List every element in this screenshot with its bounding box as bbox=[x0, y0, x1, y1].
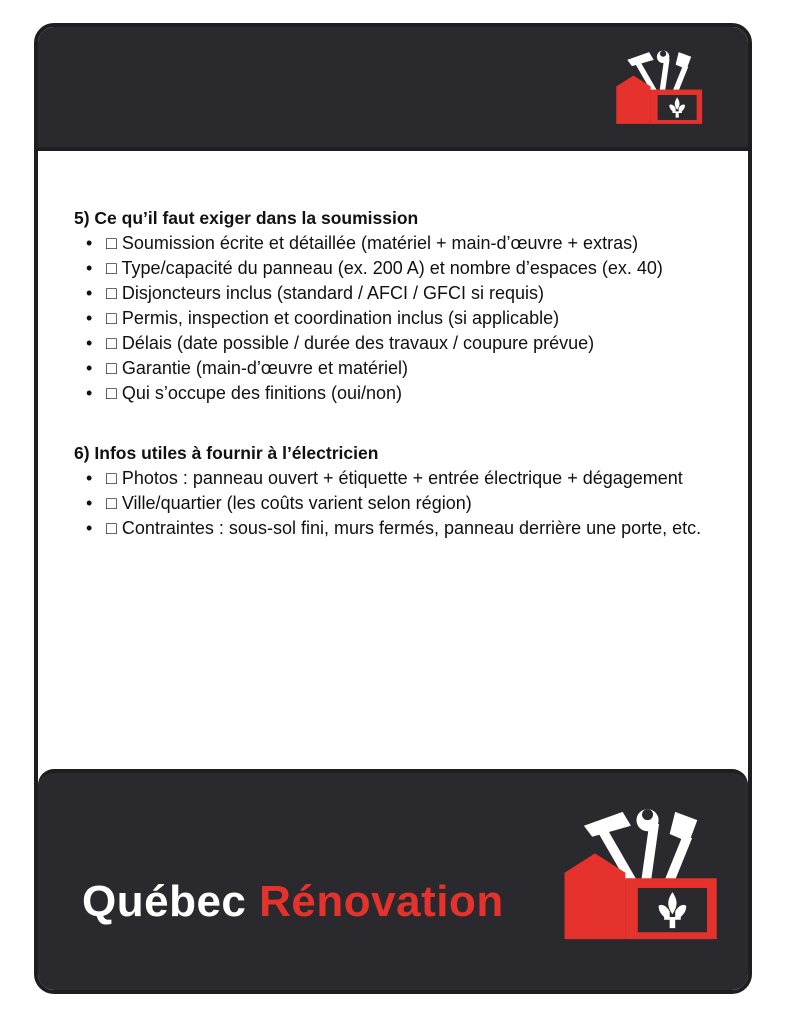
list-item: • □ Soumission écrite et détaillée (matériel + main-d’œuvre + extras) bbox=[74, 231, 734, 256]
footer-band bbox=[38, 769, 748, 994]
header-band bbox=[38, 27, 748, 151]
section-5 bbox=[74, 206, 734, 406]
section-title: 5) Ce qu’il faut exiger dans la soumission bbox=[74, 208, 419, 228]
list-item: • □ Délais (date possible / durée des travaux / coupure prévue) bbox=[74, 331, 734, 356]
section-6 bbox=[74, 441, 734, 541]
list-item: • □ Qui s’occupe des finitions (oui/non) bbox=[74, 381, 734, 406]
list-item: • □ Ville/quartier (les coûts varient selon région) bbox=[74, 491, 734, 516]
list-item: • □ Permis, inspection et coordination inclus (si applicable) bbox=[74, 306, 734, 331]
toolbox-fleur-de-lis-icon bbox=[559, 803, 725, 948]
brand-name-part2: Rénovation bbox=[259, 877, 504, 926]
checklist bbox=[74, 231, 734, 406]
list-item: • □ Garantie (main-d’œuvre et matériel) bbox=[74, 356, 734, 381]
brand-name bbox=[82, 877, 504, 927]
brand-name-part1: Québec bbox=[82, 877, 247, 926]
list-item: • □ Disjoncteurs inclus (standard / AFCI / GFCI si requis) bbox=[74, 281, 734, 306]
toolbox-fleur-de-lis-icon bbox=[612, 49, 708, 127]
section-title: 6) Infos utiles à fournir à l’électricien bbox=[74, 443, 379, 463]
list-item: • □ Contraintes : sous-sol fini, murs fermés, panneau derrière une porte, etc. bbox=[74, 516, 734, 541]
main-content bbox=[74, 206, 734, 541]
list-item: • □ Type/capacité du panneau (ex. 200 A) et nombre d’espaces (ex. 40) bbox=[74, 256, 734, 281]
list-item: • □ Photos : panneau ouvert + étiquette + entrée électrique + dégagement bbox=[74, 466, 734, 491]
page-frame bbox=[34, 23, 752, 994]
checklist bbox=[74, 466, 734, 541]
